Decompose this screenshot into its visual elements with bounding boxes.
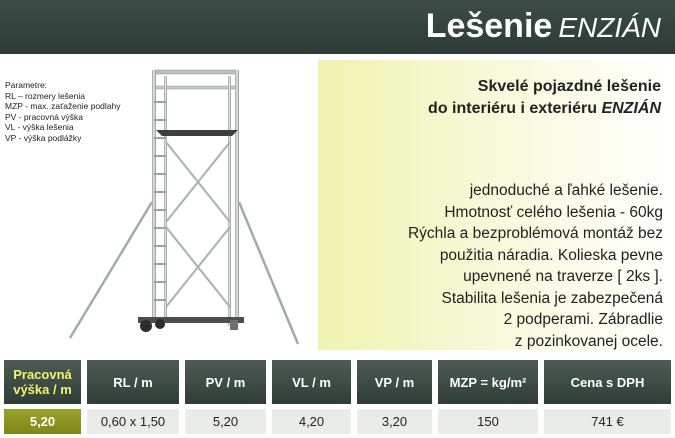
table-cell: 150 <box>438 409 538 434</box>
description-line: Rýchla a bezproblémová montáž bez <box>407 225 663 242</box>
parameters-heading: Parametre: <box>5 80 48 90</box>
description-line: Stabilita lešenia je zabezpečená <box>441 289 663 307</box>
title-text: Lešenie <box>425 7 553 45</box>
parameter-item: VP - výška podlážky <box>5 132 82 143</box>
table-header-cell: PV / m <box>185 360 266 404</box>
table-header-cell: RL / m <box>87 360 179 404</box>
parameter-item: VL - výška lešenia <box>5 122 74 132</box>
parameter-item: MZP - max. zaťaženie podlahy <box>5 101 121 111</box>
description-line: jednoduché a ľahké lešenie. <box>469 182 663 199</box>
headline-line-2 <box>428 98 661 120</box>
headline-line-1: Skvelé pojazdné lešenie <box>477 78 661 95</box>
table-cell: 3,20 <box>357 409 432 434</box>
description-line: Hmotnosť celého lešenia - 60kg <box>444 203 663 221</box>
table-cell: 4,20 <box>272 409 351 434</box>
promo-description <box>333 180 663 352</box>
parameter-item: RL – rozmery lešenia <box>5 90 85 101</box>
description-line: použitia náradia. Kolieska pevne <box>439 246 663 264</box>
parameter-item: PV - pracovná výška <box>5 111 83 122</box>
promo-panel <box>318 60 675 350</box>
table-header-cell: Pracovná výška / m <box>4 360 81 404</box>
table-header-cell: VP / m <box>357 360 432 404</box>
promo-headline <box>428 76 661 120</box>
description-line: 2 podperami. Zábradlie <box>503 311 663 328</box>
table-cell: 0,60 x 1,50 <box>87 409 179 434</box>
title-brand: ENZIÁN <box>558 12 661 43</box>
table-cell: 5,20 <box>185 409 266 434</box>
description-line: upevnené na traverze [ 2ks ]. <box>463 268 663 285</box>
description-line: z pozinkovanej ocele. <box>514 332 663 350</box>
title-bar <box>0 0 675 54</box>
table-cell: 741 € <box>544 409 671 434</box>
table-cell: 5,20 <box>4 409 81 434</box>
scaffold-illustration <box>60 62 310 352</box>
page-title <box>426 6 661 48</box>
table-header-cell: Cena s DPH <box>544 360 671 404</box>
table-header-cell: MZP = kg/m² <box>438 360 538 404</box>
headline-brand: ENZIÁN <box>601 100 661 117</box>
table-header-cell: VL / m <box>272 360 351 404</box>
headline-prefix: do interiéru i exteriéru <box>428 100 597 117</box>
